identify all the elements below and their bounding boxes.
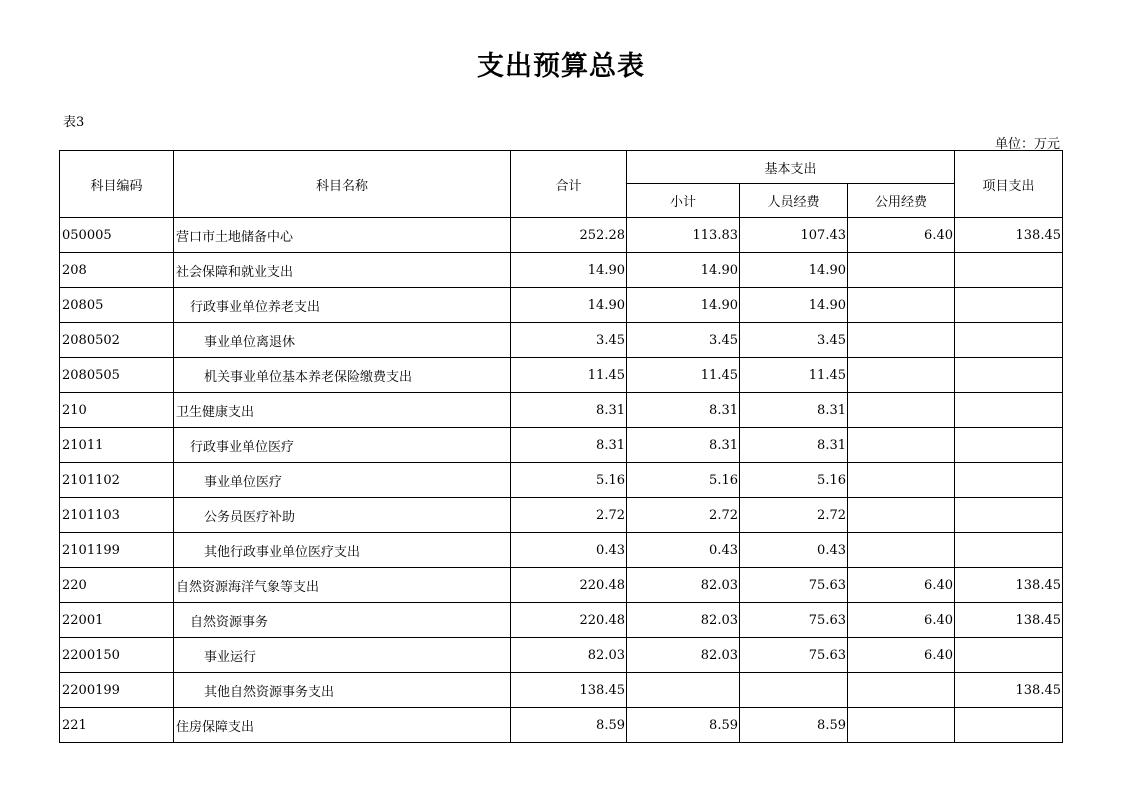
row-public-cell [848,288,955,323]
row-name-text: 社会保障和就业支出 [176,264,294,280]
row-name-text: 事业单位医疗 [204,474,283,490]
row-personnel-cell: 14.90 [740,288,848,323]
row-public-cell: 6.40 [848,568,955,603]
budget-table [59,150,1063,743]
row-total-cell: 220.48 [511,603,627,638]
row-project-cell [955,323,1063,358]
table-header [60,151,1063,218]
row-subtotal-cell: 82.03 [627,638,740,673]
row-name-text: 行政事业单位医疗 [190,439,295,455]
row-public-cell [848,428,955,463]
row-code-cell: 20805 [60,288,174,323]
row-public-cell [848,393,955,428]
row-name-cell [174,603,511,638]
row-project-cell [955,288,1063,323]
row-project-cell [955,638,1063,673]
table-row [60,638,1063,673]
table-row [60,393,1063,428]
row-subtotal-cell [627,673,740,708]
row-subtotal-cell: 8.59 [627,708,740,743]
header-basic: 基本支出 [627,151,955,184]
row-name-cell [174,218,511,253]
table-row [60,708,1063,743]
row-project-cell [955,463,1063,498]
row-total-cell: 0.43 [511,533,627,568]
row-total-cell: 138.45 [511,673,627,708]
row-project-cell: 138.45 [955,603,1063,638]
row-personnel-cell: 8.31 [740,428,848,463]
row-name-text: 住房保障支出 [176,719,255,735]
row-code-cell: 22001 [60,603,174,638]
row-project-cell [955,428,1063,463]
header-personnel: 人员经费 [740,184,848,218]
row-project-cell: 138.45 [955,568,1063,603]
header-project: 项目支出 [955,151,1063,218]
row-name-cell [174,673,511,708]
row-code-cell: 208 [60,253,174,288]
header-total: 合计 [511,151,627,218]
row-public-cell [848,673,955,708]
row-subtotal-cell: 82.03 [627,568,740,603]
row-public-cell [848,253,955,288]
row-code-cell: 2101199 [60,533,174,568]
table-row [60,323,1063,358]
row-personnel-cell: 75.63 [740,603,848,638]
row-name-text: 自然资源事务 [190,614,269,630]
row-total-cell: 82.03 [511,638,627,673]
row-code-cell: 2101103 [60,498,174,533]
table-row [60,428,1063,463]
row-name-text: 营口市土地储备中心 [176,229,294,245]
row-subtotal-cell: 5.16 [627,463,740,498]
row-name-text: 卫生健康支出 [176,404,255,420]
row-subtotal-cell: 8.31 [627,393,740,428]
row-total-cell: 3.45 [511,323,627,358]
row-public-cell [848,323,955,358]
row-name-text: 事业运行 [204,649,257,665]
row-total-cell: 220.48 [511,568,627,603]
row-public-cell: 6.40 [848,218,955,253]
row-personnel-cell: 0.43 [740,533,848,568]
table-row [60,218,1063,253]
row-name-text: 其他行政事业单位医疗支出 [204,544,361,560]
row-personnel-cell: 75.63 [740,568,848,603]
header-code: 科目编码 [60,151,174,218]
row-subtotal-cell: 14.90 [627,288,740,323]
row-project-cell [955,393,1063,428]
row-project-cell [955,358,1063,393]
row-name-cell [174,323,511,358]
row-name-text: 自然资源海洋气象等支出 [176,579,320,595]
row-name-cell [174,708,511,743]
row-project-cell [955,533,1063,568]
row-public-cell [848,498,955,533]
row-personnel-cell: 8.31 [740,393,848,428]
row-personnel-cell: 8.59 [740,708,848,743]
row-project-cell [955,708,1063,743]
row-code-cell: 2080505 [60,358,174,393]
row-total-cell: 8.31 [511,393,627,428]
table-row [60,288,1063,323]
table-row [60,603,1063,638]
row-public-cell: 6.40 [848,603,955,638]
row-subtotal-cell: 8.31 [627,428,740,463]
row-total-cell: 8.31 [511,428,627,463]
table-row [60,673,1063,708]
row-code-cell: 2101102 [60,463,174,498]
table-row [60,498,1063,533]
row-total-cell: 14.90 [511,288,627,323]
row-name-cell [174,498,511,533]
row-total-cell: 8.59 [511,708,627,743]
row-personnel-cell [740,673,848,708]
unit-label: 单位：万元 [994,137,1060,152]
row-personnel-cell: 2.72 [740,498,848,533]
table-number: 表3 [63,115,85,130]
row-personnel-cell: 3.45 [740,323,848,358]
row-total-cell: 2.72 [511,498,627,533]
row-name-cell [174,428,511,463]
row-code-cell: 2200150 [60,638,174,673]
row-project-cell: 138.45 [955,673,1063,708]
row-total-cell: 14.90 [511,253,627,288]
row-name-text: 公务员医疗补助 [204,509,296,525]
row-public-cell [848,533,955,568]
row-name-text: 机关事业单位基本养老保险缴费支出 [204,369,413,385]
row-subtotal-cell: 3.45 [627,323,740,358]
table-row [60,358,1063,393]
row-personnel-cell: 14.90 [740,253,848,288]
table-row [60,533,1063,568]
row-personnel-cell: 5.16 [740,463,848,498]
row-public-cell [848,358,955,393]
row-public-cell: 6.40 [848,638,955,673]
table-body [60,218,1063,743]
row-name-cell [174,638,511,673]
row-name-text: 其他自然资源事务支出 [204,684,335,700]
row-personnel-cell: 11.45 [740,358,848,393]
row-name-cell [174,253,511,288]
table-row [60,463,1063,498]
row-total-cell: 252.28 [511,218,627,253]
row-code-cell: 2080502 [60,323,174,358]
row-name-cell [174,568,511,603]
header-subtotal: 小计 [627,184,740,218]
row-code-cell: 2200199 [60,673,174,708]
table-row [60,568,1063,603]
row-project-cell: 138.45 [955,218,1063,253]
row-code-cell: 220 [60,568,174,603]
row-name-cell [174,358,511,393]
row-public-cell [848,463,955,498]
row-total-cell: 5.16 [511,463,627,498]
row-subtotal-cell: 0.43 [627,533,740,568]
row-name-cell [174,393,511,428]
row-code-cell: 221 [60,708,174,743]
row-subtotal-cell: 14.90 [627,253,740,288]
row-public-cell [848,708,955,743]
table-row [60,253,1063,288]
row-project-cell [955,498,1063,533]
row-code-cell: 210 [60,393,174,428]
row-code-cell: 21011 [60,428,174,463]
header-public: 公用经费 [848,184,955,218]
row-personnel-cell: 75.63 [740,638,848,673]
row-name-text: 事业单位离退休 [204,334,296,350]
row-personnel-cell: 107.43 [740,218,848,253]
row-subtotal-cell: 82.03 [627,603,740,638]
row-name-cell [174,288,511,323]
row-project-cell [955,253,1063,288]
row-name-text: 行政事业单位养老支出 [190,299,321,315]
row-subtotal-cell: 2.72 [627,498,740,533]
page-title: 支出预算总表 [477,51,645,82]
row-subtotal-cell: 113.83 [627,218,740,253]
row-name-cell [174,463,511,498]
row-name-cell [174,533,511,568]
header-name: 科目名称 [174,151,511,218]
row-code-cell: 050005 [60,218,174,253]
row-total-cell: 11.45 [511,358,627,393]
row-subtotal-cell: 11.45 [627,358,740,393]
